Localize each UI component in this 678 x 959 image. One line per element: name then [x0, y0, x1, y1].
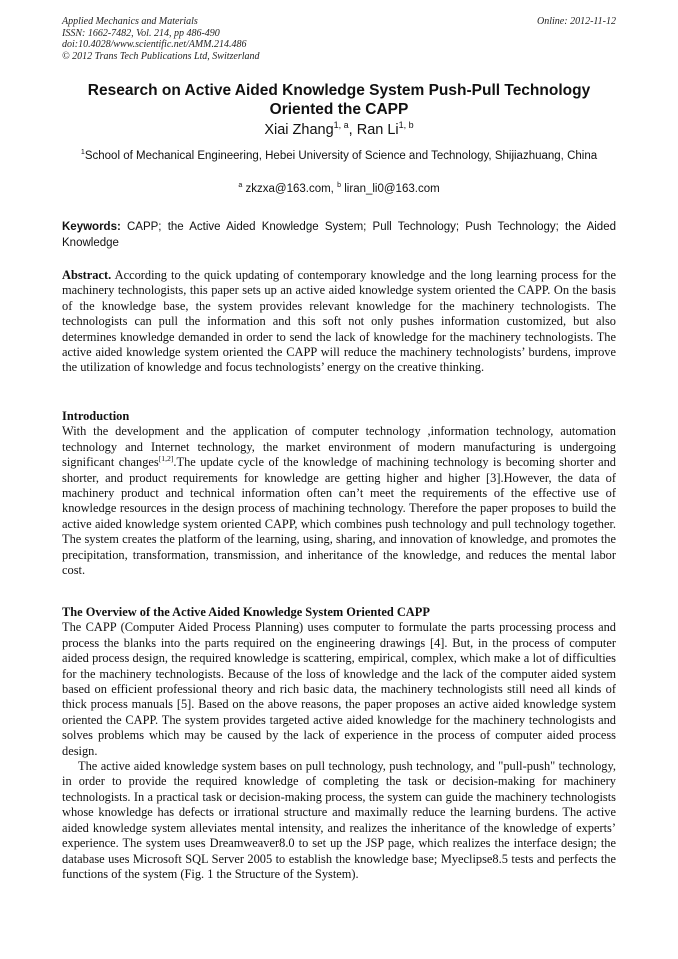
affiliation	[62, 148, 616, 164]
journal-name: Applied Mechanics and Materials	[62, 16, 198, 27]
email-link[interactable]: zkzxa@163.com,	[245, 183, 338, 195]
author-affil-mark: 1, b	[398, 120, 414, 131]
issn-line: ISSN: 1662-7482, Vol. 214, pp 486-490	[62, 27, 220, 39]
email-mark: a	[238, 181, 243, 190]
section-heading: The Overview of the Active Aided Knowledge System Oriented CAPP	[62, 605, 430, 619]
author-name: Xiai Zhang	[264, 122, 334, 138]
author-name: Ran Li	[356, 122, 399, 138]
introduction-section	[62, 409, 616, 578]
paragraph-text: With the development and the application of computer technology ,information technology, automation technology and Internet technology, the market environment of modern manufacturing is undergoing significant changes	[62, 424, 616, 470]
paragraph: The active aided knowledge system bases on pull technology, push technology, and "pull-push" technology, in order to provide the required knowledge of completing the task or decision-making for machinery technologists. In a practical task or decision-making process, the system can guide the machinery technologists whose knowledge has defects or irrational structure and maximally reduce the learning burdens. The active aided knowledge system alleviates mental intensity, and realizes the inheritance of the knowledge of experts’ experience. The system uses Dreamweaver8.0 to set up the JSP page, which realizes the interface design; the database uses Microsoft SQL Server 2005 to establish the knowledge base; Myeclipse8.5 tests and perfects the functions of the system (Fig. 1 the Structure of the System).	[62, 759, 616, 881]
publication-header	[62, 16, 616, 62]
paragraph-text: .The update cycle of the knowledge of machining technology is becoming shorter and shorter, and product requirements for knowledge are getting higher and higher [3].However, the data of machinery product and technical information often can’t meet the requirements of the effective use of knowledge resources in the design process of machining technology. Therefore the paper proposes to build the active aided knowledge system oriented CAPP, which combines push technology and pull technology together. The system creates the platform of the learning, using, sharing, and innovation of knowledge, and promotes the precipitation, transformation, transmission, and inheritance of the knowledge, and reduces the mental labor cost.	[62, 455, 616, 578]
citation: [1,2]	[158, 454, 174, 464]
online-date: Online: 2012-11-12	[537, 16, 616, 27]
affiliation-text: School of Mechanical Engineering, Hebei University of Science and Technology, Shijiazhuang, China	[84, 150, 598, 162]
author-emails	[62, 183, 616, 195]
copyright-line: © 2012 Trans Tech Publications Ltd, Switzerland	[62, 50, 260, 62]
author-line	[62, 122, 616, 138]
keywords-block	[62, 220, 616, 251]
email-mark: b	[337, 181, 342, 190]
abstract-text: According to the quick updating of contemporary knowledge and the long learning process for the machinery technologists, this paper sets up an active aided knowledge system oriented the CAPP. On the basis of the knowledge base, the system provides relevant knowledge for the machinery technologists. The technologists can pull the information and this soft not only pushes information customized, but also determines knowledge demanded in order to send the lack of knowledge for the machinery technologists. The active aided knowledge system oriented the CAPP will reduce the machinery technologists’ burdens, improve the utilization of knowledge and focus technologists’ energy on the creative thinking.	[62, 268, 616, 375]
abstract-section	[62, 268, 616, 376]
paragraph	[62, 424, 616, 578]
section-heading: Introduction	[62, 409, 130, 423]
doi-line: doi:10.4028/www.scientific.net/AMM.214.486	[62, 39, 247, 50]
email-link[interactable]: liran_li0@163.com	[344, 183, 440, 195]
paragraph: The CAPP (Computer Aided Process Planning) uses computer to formulate the parts processing process and process the blanks into the parts required on the engineering drawings [4]. But, in the process of computer aided process design, the required knowledge is scattering, empirical, complex, which make a lot of difficulties for the machinery technologists. Because of the loss of knowledge and the lack of the computer aided system based on efficient professional theory and rich basic data, the machinery technologists still need all kinds of thick process manuals [5]. Based on the above reasons, the paper proposes an active aided knowledge system oriented the CAPP. The system provides targeted active aided knowledge for the machinery technologists and solves problems which may be caused by the lack of experience in the process of computer aided process design.	[62, 620, 616, 758]
keywords-label: Keywords:	[62, 221, 121, 233]
affiliation-mark: 1	[80, 148, 85, 157]
author-affil-mark: 1, a	[333, 120, 349, 131]
keywords-text: CAPP; the Active Aided Knowledge System; Pull Technology; Push Technology; the Aided Knowledge	[62, 221, 616, 249]
abstract-label: Abstract.	[62, 268, 112, 282]
paper-title: Research on Active Aided Knowledge System Push-Pull Technology Oriented the CAPP	[87, 82, 591, 118]
author-separator: ,	[348, 122, 357, 138]
overview-section	[62, 605, 616, 882]
